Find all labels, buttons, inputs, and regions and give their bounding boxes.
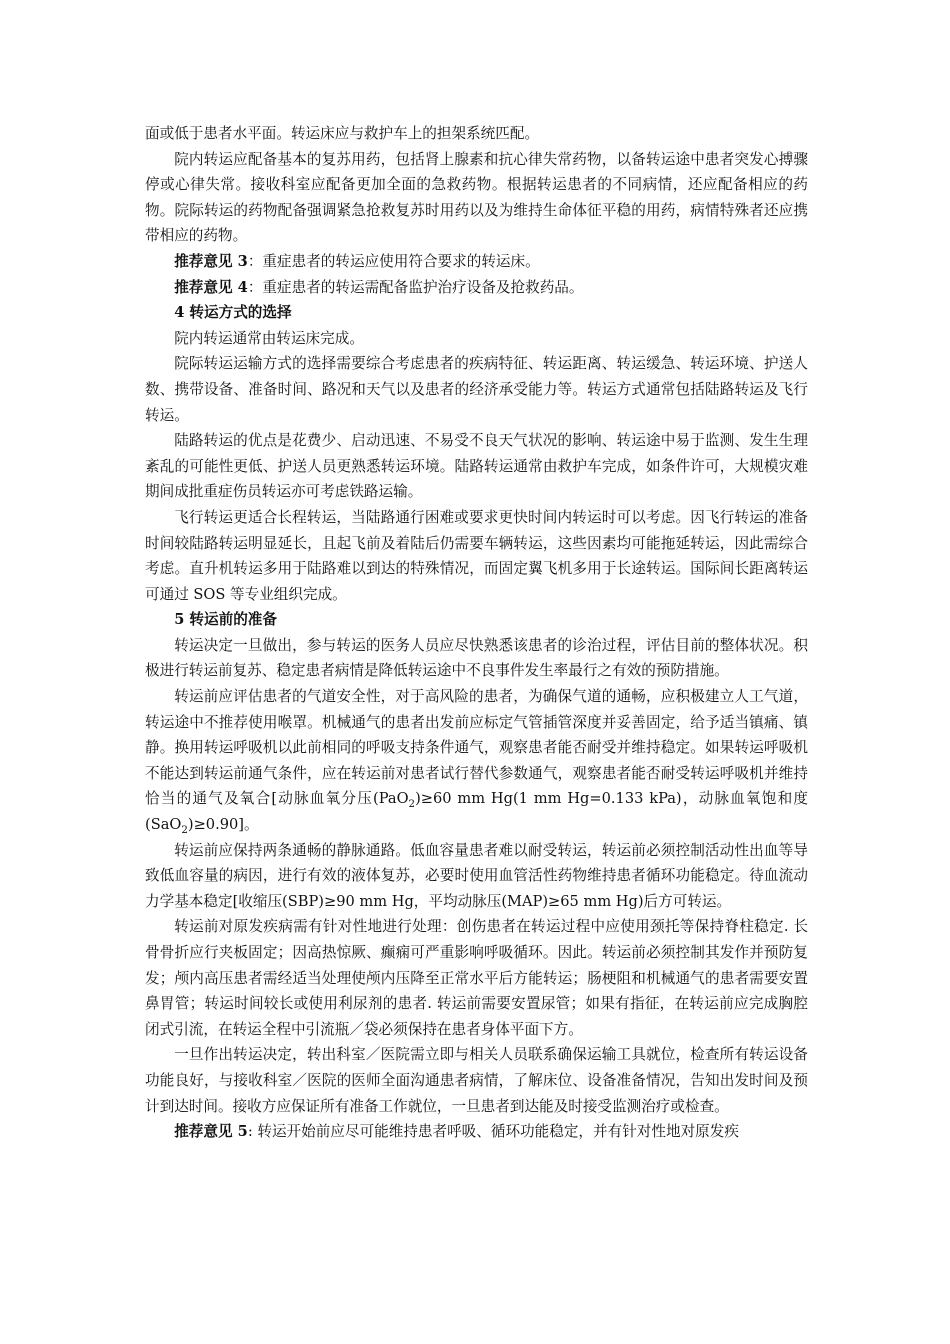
section-heading-5: 5 转运前的准备 — [174, 611, 277, 629]
paragraph-coordination: 一旦作出转运决定，转出科室／医院需立即与相关人员联系确保运输工具就位，检查所有转运设备功能良好，与接收科室／医院的医师全面沟通患者病情，了解床位、设备准备情况，告知出发时间及预计到达时间。接收方应保证所有准备工作就位，一旦患者到达能及时接受监测治疗或检查。 — [145, 1046, 808, 1115]
paragraph-venous-access: 转运前应保持两条通畅的静脉通路。低血容量患者难以耐受转运，转运前必须控制活动性出血等导致低血容量的病因，进行有效的液体复苏，必要时使用血管活性药物维持患者循环功能稳定。待血流动力学基本稳定[收缩压(SBP)≥90 mm Hg，平均动脉压(MAP)≥65 mm Hg)后方可转运。 — [145, 841, 808, 910]
document-page — [145, 121, 808, 1145]
recommendation-5 — [145, 1119, 808, 1145]
paragraph-drug-preparation: 院内转运应配备基本的复苏用药，包括肾上腺素和抗心律失常药物，以备转运途中患者突发心搏骤停或心律失常。接收科室应配备更加全面的急救药物。根据转运患者的不同病情，还应配备相应的药物。院际转运的药物配备强调紧急抢救复苏时用药以及为维持生命体征平稳的用药，病情特殊者还应携带相应的药物。 — [145, 150, 808, 245]
paragraph-pre-transport-decision: 转运决定一旦做出，参与转运的医务人员应尽快熟悉该患者的诊治过程，评估目前的整体状况。积极进行转运前复苏、稳定患者病情是降低转运途中不良事件发生率最行之有效的预防措施。 — [145, 636, 808, 680]
recommendation-label: 推荐意见 4 — [174, 278, 248, 296]
paragraph-primary-disease: 转运前对原发疾病需有针对性地进行处理：创伤患者在转运过程中应使用颈托等保持脊柱稳定. 长骨骨折应行夹板固定；因高热惊厥、癫痫可严重影响呼吸循环。因此。转运前必须控制其发作并预防复发；颅内高压患者需经适当处理使颅内压降至正常水平后方能转运；肠梗阻和机械通气的患者需要安置鼻胃管；转运时间较长或使用利尿剂的患者. 转运前需要安置尿管；如果有指征，在转运前应完成胸腔闭式引流，在转运全程中引流瓶／袋必须保持在患者身体平面下方。 — [145, 918, 808, 1038]
recommendation-text: ：重症患者的转运应使用符合要求的转运床。 — [247, 252, 540, 270]
paragraph-inter-hospital-transport: 院际转运运输方式的选择需要综合考虑患者的疾病特征、转运距离、转运缓急、转运环境、护送人数、携带设备、准备时间、路况和天气以及患者的经济承受能力等。转运方式通常包括陆路转运及飞行转运。 — [145, 355, 808, 424]
paragraph-airway-assessment — [145, 684, 808, 838]
paragraph-in-hospital-transport: 院内转运通常由转运床完成。 — [174, 329, 364, 347]
subscript: 2 — [408, 799, 416, 811]
recommendation-label: 推荐意见 5 — [174, 1123, 248, 1141]
paragraph-ground-transport: 陆路转运的优点是花费少、启动迅速、不易受不良天气状况的影响、转运途中易于监测、发生生理紊乱的可能性更低、护送人员更熟悉转运环境。陆路转运通常由救护车完成，如条件许可，大规模灾难期间成批重症伤员转运亦可考虑铁路运输。 — [145, 432, 808, 501]
recommendation-text: : 转运开始前应尽可能维持患者呼吸、循环功能稳定，并有针对性地对原发疾 — [247, 1123, 739, 1141]
text-segment: )≥60 mm Hg(1 mm Hg=0.133 kPa)，动脉血氧饱和度(SaO — [145, 790, 808, 834]
paragraph-air-transport: 飞行转运更适合长程转运，当陆路通行困难或要求更快时间内转运时可以考虑。因飞行转运的准备时间较陆路转运明显延长，且起飞前及着陆后仍需要车辆转运，这些因素均可能拖延转运，因此需综合考虑。直升机转运多用于陆路难以到达的特殊情况，而固定翼飞机多用于长途转运。国际间长距离转运可通过 SOS 等专业组织完成。 — [145, 508, 808, 603]
text-segment: )≥0.90]。 — [187, 816, 259, 834]
recommendation-label: 推荐意见 3 — [174, 252, 248, 270]
subscript: 2 — [181, 824, 188, 836]
recommendation-text: ：重症患者的转运需配备监护治疗设备及抢救药品。 — [247, 278, 584, 296]
recommendation-3 — [145, 249, 808, 275]
section-heading-4: 4 转运方式的选择 — [174, 304, 292, 322]
paragraph-continuation: 面或低于患者水平面。转运床应与救护车上的担架系统匹配。 — [145, 125, 540, 142]
text-segment: 转运前应评估患者的气道安全性，对于高风险的患者，为确保气道的通畅，应积极建立人工气道，转运途中不推荐使用喉罩。机械通气的患者出发前应标定气管插管深度并妥善固定，给予适当镇痛、镇静。换用转运呼吸机以此前相同的呼吸支持条件通气，观察患者能否耐受并维持稳定。如果转运呼吸机不能达到转运前通气条件，应在转运前对患者试行替代参数通气，观察患者能否耐受转运呼吸机并维持恰当的通气及氧合[动脉血氧分压(PaO — [145, 688, 808, 808]
recommendation-4 — [145, 275, 808, 301]
